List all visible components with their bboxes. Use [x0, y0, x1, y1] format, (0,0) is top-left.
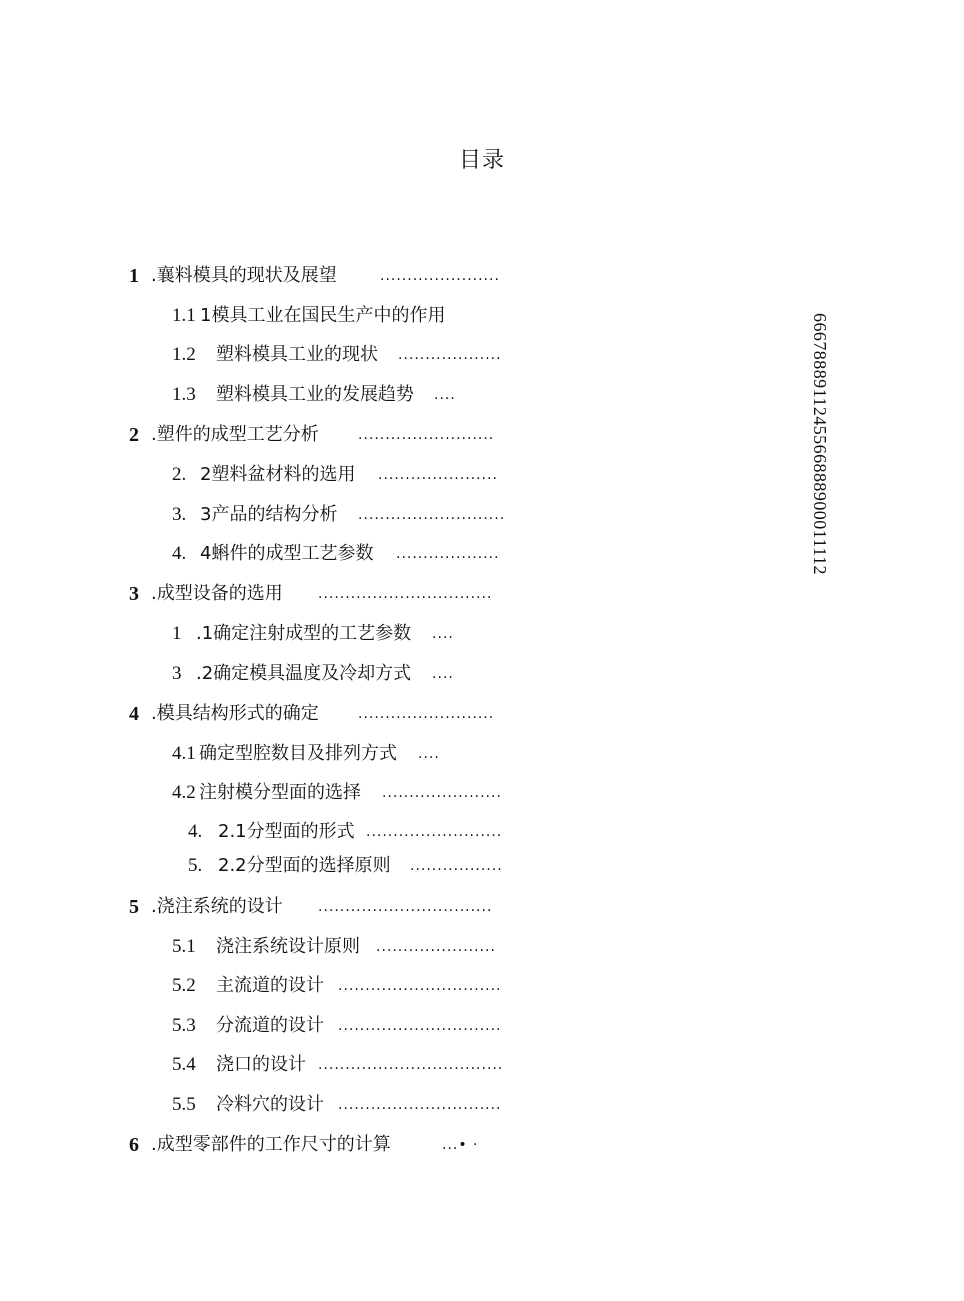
toc-leader-dots: .... [434, 387, 456, 403]
toc-leader-dots: ...................... [382, 785, 502, 801]
toc-entry-number: 2. [172, 464, 187, 485]
toc-entry-label: .模具结构形式的确定 [151, 703, 319, 724]
toc-entry[interactable] [0, 700, 920, 728]
toc-entry[interactable] [0, 262, 920, 290]
toc-entry[interactable] [0, 852, 920, 880]
toc-entry-label: 塑料模具工业的现状 [216, 344, 378, 365]
toc-entry-label: .2确定模具温度及冷却方式 [196, 663, 412, 684]
toc-entry-label: .襄料模具的现状及展望 [151, 265, 337, 286]
toc-entry[interactable] [0, 660, 920, 688]
toc-leader-dots: ........................... [358, 507, 506, 523]
toc-entry-number: 5 [129, 896, 139, 918]
toc-entry-label: .成型设备的选用 [151, 583, 283, 604]
toc-entry-number: 1 [129, 265, 139, 287]
toc-entry-number: 1 [172, 623, 182, 644]
toc-entry[interactable] [0, 421, 920, 449]
toc-leader-dots: ...• · [442, 1137, 479, 1153]
toc-entry[interactable] [0, 620, 920, 648]
toc-entry[interactable] [0, 540, 920, 568]
toc-entry-number: 6 [129, 1134, 139, 1156]
toc-entry[interactable] [0, 893, 920, 921]
toc-entry[interactable] [0, 580, 920, 608]
page-numbers-column: 6667888911245566888900011112 [810, 313, 830, 575]
toc-entry[interactable] [0, 1091, 920, 1119]
toc-entry-number: 3 [172, 663, 182, 684]
toc-leader-dots: ................. [410, 858, 503, 874]
toc-entry[interactable] [0, 341, 920, 369]
toc-leader-dots: .................................. [318, 1057, 504, 1073]
toc-leader-dots: ...................... [380, 268, 500, 284]
toc-entry-label: 塑料模具工业的发展趋势 [216, 384, 414, 405]
toc-leader-dots: ................................ [318, 586, 493, 602]
toc-title: 目录 [458, 148, 505, 173]
toc-leader-dots: ................... [398, 347, 502, 363]
toc-entry-number: 5.3 [172, 1015, 196, 1036]
toc-entry-number: 5.1 [172, 936, 196, 957]
toc-leader-dots: ......................... [358, 427, 495, 443]
toc-entry-label: .成型零部件的工作尺寸的计算 [151, 1134, 391, 1155]
toc-leader-dots: ......................... [366, 824, 503, 840]
toc-entry-number: 1.3 [172, 384, 196, 405]
toc-leader-dots: ...................... [378, 467, 498, 483]
toc-entry-number: 3. [172, 504, 187, 525]
toc-entry-label: 2.2分型面的选择原则 [218, 855, 391, 876]
toc-entry-number: 5.4 [172, 1054, 196, 1075]
toc-entry-label: 浇口的设计 [216, 1054, 306, 1075]
toc-entry[interactable] [0, 302, 920, 330]
toc-entry-label: 冷料穴的设计 [216, 1094, 324, 1115]
toc-leader-dots: .............................. [338, 978, 502, 994]
toc-entry[interactable] [0, 1051, 920, 1079]
toc-entry-label: .塑件的成型工艺分析 [151, 424, 319, 445]
toc-entry[interactable] [0, 972, 920, 1000]
toc-entry-number: 4 [129, 703, 139, 725]
toc-entry[interactable] [0, 818, 920, 846]
toc-entry[interactable] [0, 933, 920, 961]
toc-entry-number: 4.1 [172, 743, 196, 764]
toc-entry-label: 确定型腔数目及排列方式 [199, 743, 397, 764]
toc-entry-number: 5.2 [172, 975, 196, 996]
toc-entry-label: 浇注系统设计原则 [216, 936, 360, 957]
toc-entry[interactable] [0, 1012, 920, 1040]
toc-entry-label: 1模具工业在国民生产中的作用 [200, 305, 446, 326]
toc-entry-label: 分流道的设计 [216, 1015, 324, 1036]
toc-entry-label: 3产品的结构分析 [200, 504, 338, 525]
toc-entry-number: 5. [188, 855, 203, 876]
toc-entry-number: 1.2 [172, 344, 196, 365]
toc-leader-dots: ................................ [318, 899, 493, 915]
toc-leader-dots: .... [418, 746, 440, 762]
toc-leader-dots: ......................... [358, 706, 495, 722]
toc-entry-label: .1确定注射成型的工艺参数 [196, 623, 412, 644]
toc-entry[interactable] [0, 461, 920, 489]
toc-entry-number: 1.1 [172, 305, 196, 326]
toc-entry[interactable] [0, 381, 920, 409]
toc-entry-number: 3 [129, 583, 139, 605]
toc-entry-label: .浇注系统的设计 [151, 896, 283, 917]
toc-leader-dots: ...................... [376, 939, 496, 955]
toc-entry-number: 2 [129, 424, 139, 446]
toc-entry[interactable] [0, 740, 920, 768]
toc-entry[interactable] [0, 779, 920, 807]
toc-entry-number: 4.2 [172, 782, 196, 803]
toc-leader-dots: .............................. [338, 1018, 502, 1034]
toc-entry-number: 4. [188, 821, 203, 842]
toc-entry-label: 4蝌件的成型工艺参数 [200, 543, 374, 564]
toc-leader-dots: .............................. [338, 1097, 502, 1113]
toc-leader-dots: .... [432, 666, 454, 682]
toc-entry-label: 2.1分型面的形式 [218, 821, 355, 842]
toc-entry-number: 5.5 [172, 1094, 196, 1115]
toc-entry[interactable] [0, 501, 920, 529]
toc-entry-number: 4. [172, 543, 187, 564]
toc-entry[interactable] [0, 1131, 920, 1159]
toc-entry-label: 主流道的设计 [216, 975, 324, 996]
toc-leader-dots: ................... [396, 546, 500, 562]
toc-entry-label: 2塑料盆材料的选用 [200, 464, 356, 485]
toc-leader-dots: .... [432, 626, 454, 642]
toc-entry-label: 注射模分型面的选择 [199, 782, 361, 803]
